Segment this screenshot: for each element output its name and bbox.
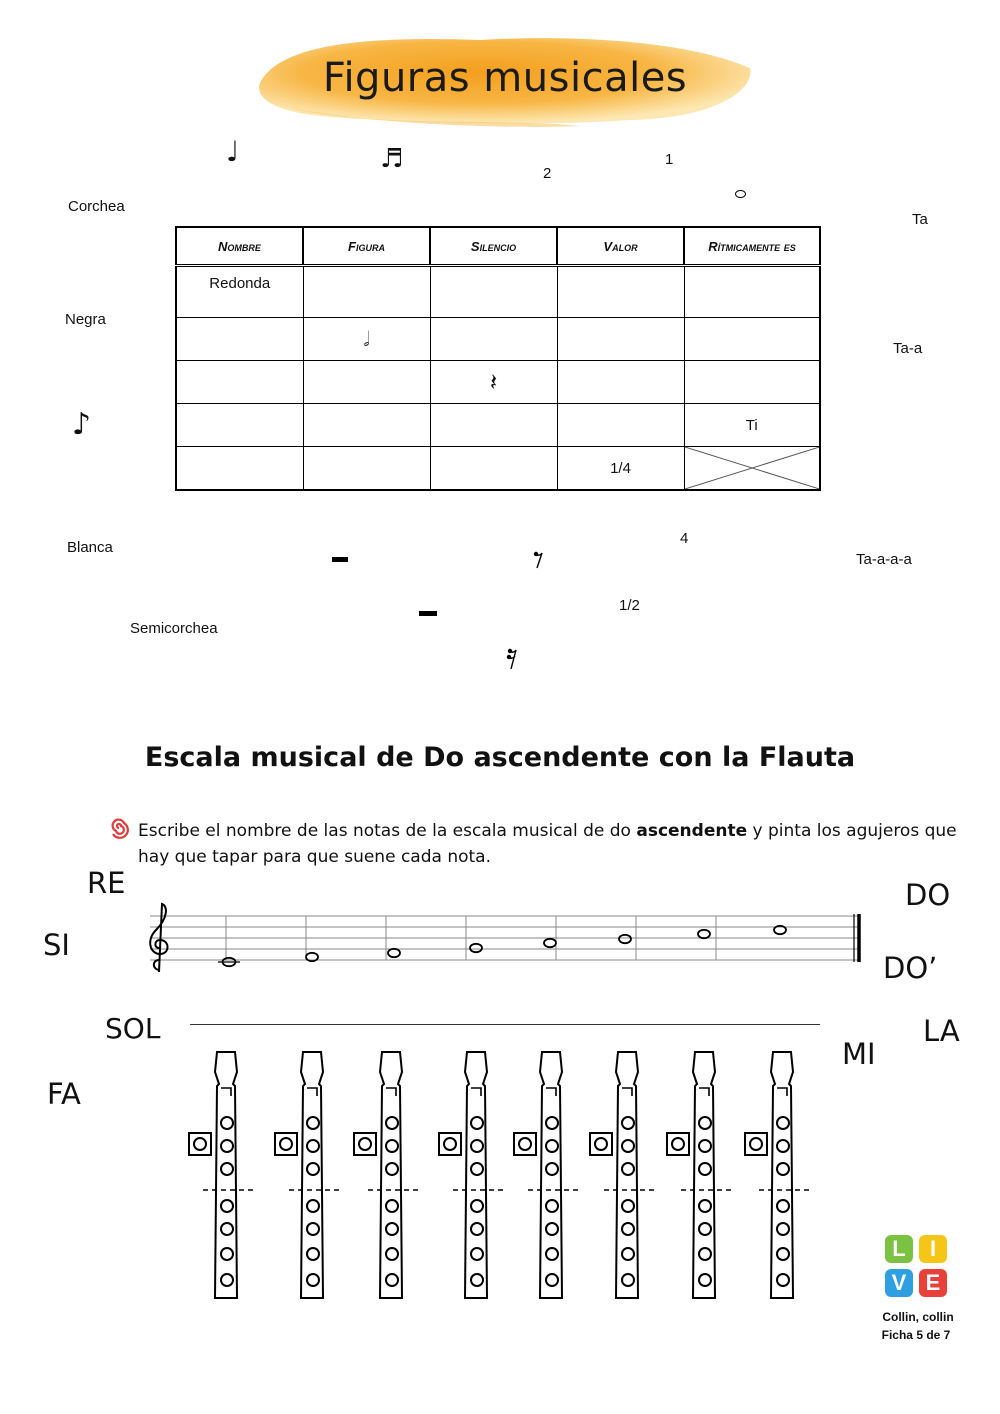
recorder-5 (514, 1052, 578, 1298)
table-row (176, 361, 820, 404)
note-name-la: LA (923, 1014, 960, 1048)
sixteenth-rest-icon (505, 648, 519, 675)
cell-figura[interactable] (303, 361, 430, 404)
logo-tile-l: L (885, 1235, 913, 1263)
recorder-4 (439, 1052, 503, 1298)
quarter-rest-icon: 𝄽 (489, 368, 498, 396)
note-si (698, 930, 710, 938)
cell-nombre[interactable]: Redonda (176, 266, 303, 318)
cell-silencio[interactable] (430, 266, 557, 318)
label-corchea: Corchea (68, 198, 125, 215)
instruction-part: Escribe el nombre de las notas de la escala musical de do (138, 821, 637, 841)
label-blanca: Blanca (67, 539, 113, 556)
credit-line-1: Collin, collin (882, 1310, 954, 1324)
eighth-rest-icon (532, 551, 544, 574)
cell-valor[interactable] (557, 361, 684, 404)
recorder-8 (745, 1052, 809, 1298)
header-nombre: Nombre (176, 227, 303, 266)
cell-silencio[interactable] (430, 447, 557, 491)
note-mi (388, 949, 400, 957)
cell-nombre[interactable] (176, 318, 303, 361)
cell-valor[interactable]: 1/4 (557, 447, 684, 491)
cell-figura[interactable] (303, 318, 430, 361)
cell-ritmo[interactable] (684, 361, 820, 404)
half-note-icon: 𝅗𝅥 (363, 326, 370, 351)
instruction-part: y pinta los agujeros que hay que tapar para que suene cada nota. (138, 821, 957, 867)
recorder-7 (667, 1052, 731, 1298)
note-fa (470, 944, 482, 952)
half-rest-icon (332, 557, 348, 562)
page-title: Figuras musicales (322, 55, 688, 101)
label-semicorchea: Semicorchea (130, 620, 218, 637)
value-label-2: 2 (543, 165, 552, 182)
recorder-diagrams (185, 1050, 825, 1315)
cell-silencio[interactable] (430, 361, 557, 404)
table-row (176, 318, 820, 361)
cell-ritmo-crossed (684, 447, 820, 491)
note-name-fa: FA (47, 1077, 81, 1111)
note-la (619, 935, 631, 943)
answer-line (190, 1024, 820, 1025)
table-row (176, 266, 820, 318)
cell-nombre[interactable] (176, 447, 303, 491)
cell-ritmo[interactable] (684, 266, 820, 318)
value-label-half: 1/2 (619, 597, 640, 614)
label-ta-a: Ta-a (893, 340, 923, 357)
cell-valor[interactable] (557, 318, 684, 361)
table-row (176, 404, 820, 447)
note-name-si: SI (43, 928, 70, 962)
cell-silencio[interactable] (430, 404, 557, 447)
cell-valor[interactable] (557, 266, 684, 318)
figures-table (175, 226, 821, 491)
logo-tile-e: E (919, 1269, 947, 1297)
value-label-1: 1 (665, 151, 674, 168)
note-name-do: DO (905, 878, 951, 912)
table-row (176, 447, 820, 491)
credit-line-2: Ficha 5 de 7 (881, 1328, 951, 1342)
value-label-4: 4 (680, 530, 689, 547)
cell-ritmo[interactable]: Ti (684, 404, 820, 447)
header-silencio: Silencio (430, 227, 557, 266)
header-valor: Valor (557, 227, 684, 266)
instruction-text (138, 818, 958, 870)
eighth-note-icon: ♪ (72, 407, 92, 442)
note-name-mi: MI (842, 1037, 876, 1071)
section-heading: Escala musical de Do ascendente con la Flauta (144, 742, 856, 773)
cell-ritmo[interactable] (684, 318, 820, 361)
note-sol (544, 939, 556, 947)
note-name-sol: SOL (105, 1012, 161, 1045)
title-banner (250, 28, 760, 128)
music-staff (140, 900, 870, 980)
label-ta-a-a-a: Ta-a-a-a (856, 551, 912, 568)
recorder-3 (354, 1052, 418, 1298)
header-ritmicamente: Rítmicamente es (684, 227, 820, 266)
recorder-2 (275, 1052, 339, 1298)
cross-out-mark (685, 447, 820, 489)
logo-tile-v: V (885, 1269, 913, 1297)
cell-silencio[interactable] (430, 318, 557, 361)
whole-note-icon (735, 190, 746, 198)
spiral-bullet-icon (108, 817, 130, 844)
cell-figura[interactable] (303, 404, 430, 447)
live-logo (885, 1235, 955, 1297)
cell-figura[interactable] (303, 266, 430, 318)
whole-rest-icon (419, 611, 437, 616)
quarter-note-icon: ♩ (226, 135, 240, 168)
cell-nombre[interactable] (176, 361, 303, 404)
recorder-6 (590, 1052, 654, 1298)
instruction-bold: ascendente (636, 821, 748, 841)
cell-valor[interactable] (557, 404, 684, 447)
table-header-row (176, 227, 820, 266)
note-name-re: RE (87, 866, 126, 900)
header-figura: Figura (303, 227, 430, 266)
recorder-1 (189, 1052, 253, 1298)
label-ta: Ta (912, 211, 928, 228)
sixteenth-note-icon: ♬ (380, 144, 404, 174)
cell-figura[interactable] (303, 447, 430, 491)
note-name-do-prime: DO’ (883, 951, 938, 985)
logo-tile-i: I (919, 1235, 947, 1263)
cell-nombre[interactable] (176, 404, 303, 447)
label-negra: Negra (65, 311, 106, 328)
